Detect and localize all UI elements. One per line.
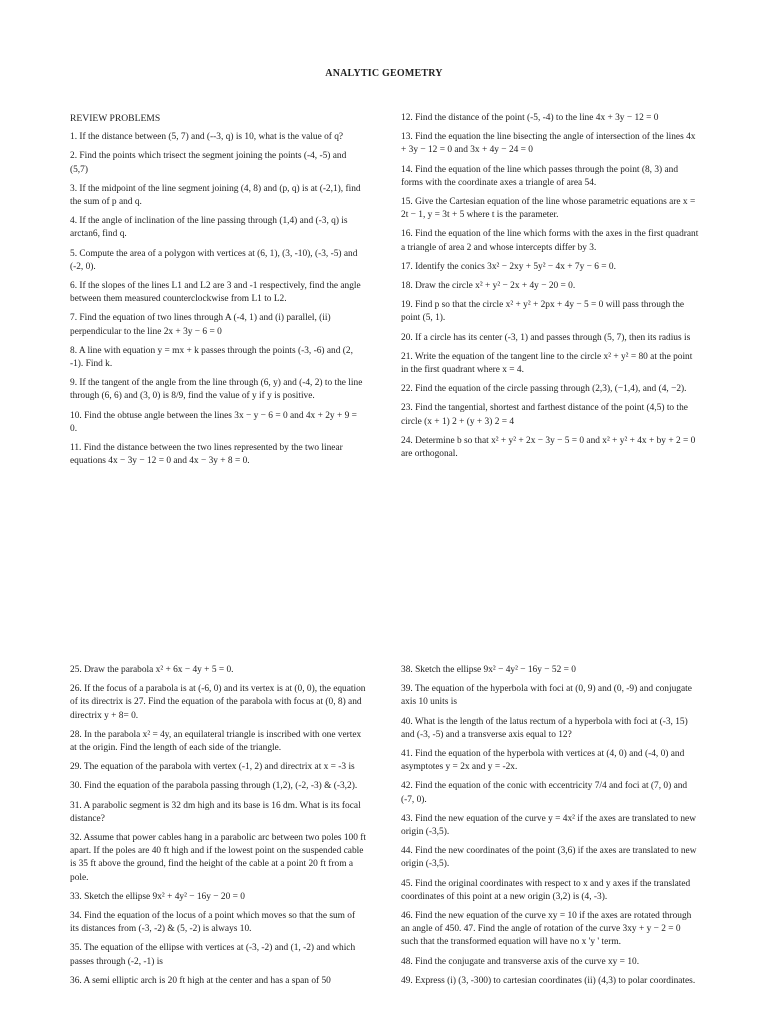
problem-item: 10. Find the obtuse angle between the lines 3x − y − 6 = 0 and 4x + 2y + 9 = 0. (70, 410, 357, 434)
problem-item: 29. The equation of the parabola with vertex (-1, 2) and directrix at x = -3 is (70, 762, 355, 773)
section-heading: REVIEW PROBLEMS (70, 113, 161, 124)
document-title: ANALYTIC GEOMETRY (325, 68, 443, 79)
problem-item: 42. Find the equation of the conic with eccentricity 7/4 and foci at (7, 0) and (-7, 0). (401, 781, 688, 805)
column-right-bottom (401, 664, 699, 994)
problem-item: 3. If the midpoint of the line segment joining (4, 8) and (p, q) is at (-2,1), find the sum of p and q. (70, 183, 361, 208)
problem-item: 33. Sketch the ellipse 9x² + 4y² − 16y − 20 = 0 (70, 891, 245, 902)
column-right-top (401, 112, 699, 467)
problem-item: 43. Find the new equation of the curve y = 4x² if the axes are translated to new origin (-3,5). (401, 813, 696, 838)
problem-item: 1. If the distance between (5, 7) and (--3, q) is 10, what is the value of q? (70, 132, 344, 143)
problem-item: 9. If the tangent of the angle from the line through (6, y) and (-4, 2) to the line through (6, 6) and (3, 0) is 8/9, find the value of y if y is positive. (70, 378, 363, 402)
problem-item: 30. Find the equation of the parabola passing through (1,2), (-2, -3) & (-3,2). (70, 781, 358, 792)
problem-item: 32. Assume that power cables hang in a parabolic arc between two poles 100 ft apart. If the poles are 40 ft high and if the lowest point on the suspended cable is 35 ft above the ground, find the height of the cable at a point 20 ft from a pole. (70, 833, 367, 883)
problem-item: 5. Compute the area of a polygon with vertices at (6, 1), (3, -10), (-3, -5) and (-2, 0). (70, 248, 358, 272)
problem-item: 8. A line with equation y = mx + k passes through the points (-3, -6) and (2, -1). Find k. (70, 345, 353, 370)
problem-item: 21. Write the equation of the tangent line to the circle x² + y² = 80 at the point in the first quadrant where x = 4. (401, 351, 693, 376)
problem-item: 2. Find the points which trisect the segment joining the points (-4, -5) and (5,7) (70, 151, 347, 175)
problem-item: 25. Draw the parabola x² + 6x − 4y + 5 = 0. (70, 665, 234, 675)
problem-item: 19. Find p so that the circle x² + y² + 2px + 4y − 5 = 0 will pass through the point (5, 1). (401, 300, 685, 324)
problem-item: 26. If the focus of a parabola is at (-6, 0) and its vertex is at (0, 0), the equation of its directrix is 27. Find the equation of the parabola with focus at (0, 8) and directrix y + 8= 0. (70, 684, 366, 721)
column-left-bottom (70, 664, 366, 994)
problem-item: 17. Identify the conics 3x² − 2xy + 5y² − 4x + 7y − 6 = 0. (401, 261, 616, 272)
problem-item: 15. Give the Cartesian equation of the line whose parametric equations are x = 2t − 1, y = 3t + 5 where t is the parameter. (401, 197, 696, 221)
problem-item: 7. Find the equation of two lines through A (-4, 1) and (i) parallel, (ii) perpendicular to the line 2x + 3y − 6 = 0 (70, 313, 331, 337)
problem-item: 12. Find the distance of the point (-5, -4) to the line 4x + 3y − 12 = 0 (401, 113, 659, 123)
problem-item: 20. If a circle has its center (-3, 1) and passes through (5, 7), then its radius is (401, 332, 691, 343)
problem-item: 38. Sketch the ellipse 9x² − 4y² − 16y − 52 = 0 (401, 665, 576, 675)
problem-item: 18. Draw the circle x² + y² − 2x + 4y − 20 = 0. (401, 281, 576, 292)
problem-item: 24. Determine b so that x² + y² + 2x − 3y − 5 = 0 and x² + y² + 4x + by + 2 = 0 are orthogonal. (401, 435, 696, 460)
problem-item: 14. Find the equation of the line which passes through the point (8, 3) and forms with the coordinate axes a triangle of area 54. (401, 164, 679, 188)
problem-item: 4. If the angle of inclination of the line passing through (1,4) and (-3, q) is arctan6, find q. (70, 216, 348, 240)
problem-item: 13. Find the equation the line bisecting the angle of intersection of the lines 4x + 3y − 12 = 0 and 3x + 4y − 24 = 0 (401, 132, 696, 156)
problem-item: 44. Find the new coordinates of the point (3,6) if the axes are translated to new origin (-3,5). (401, 846, 697, 870)
column-left-top (70, 112, 366, 474)
problem-item: 41. Find the equation of the hyperbola with vertices at (4, 0) and (-4, 0) and asymptotes y = 2x and y = -2x. (401, 749, 685, 773)
problem-item: 48. Find the conjugate and transverse axis of the curve xy = 10. (401, 956, 640, 967)
problem-item: 35. The equation of the ellipse with vertices at (-3, -2) and (1, -2) and which passes through (-2, -1) is (70, 943, 356, 967)
problem-item: 39. The equation of the hyperbola with foci at (0, 9) and (0, -9) and conjugate axis 10 units is (401, 684, 692, 708)
problem-item: 49. Express (i) (3, -300) to cartesian coordinates (ii) (4,3) to polar coordinates. (401, 975, 696, 986)
problem-item: 31. A parabolic segment is 32 dm high and its base is 16 dm. What is its focal distance? (70, 800, 361, 824)
problem-item: 16. Find the equation of the line which forms with the axes in the first quadrant a triangle of area 2 and whose intercepts differ by 3. (401, 229, 699, 253)
problem-item: 11. Find the distance between the two lines represented by the two linear equations 4x − 3y − 12 = 0 and 4x − 3y + 8 = 0. (70, 443, 343, 467)
problem-item: 36. A semi elliptic arch is 20 ft high at the center and has a span of 50 (70, 975, 331, 986)
problem-item: 28. In the parabola x² = 4y, an equilateral triangle is inscribed with one vertex at the origin. Find the length of each side of the triangle. (70, 729, 362, 754)
problem-item: 34. Find the equation of the locus of a point which moves so that the sum of its distances from (-3, -2) & (5, -2) is always 10. (70, 911, 356, 935)
problem-item: 40. What is the length of the latus rectum of a hyperbola with foci at (-3, 15) and (-3, -5) and a transverse axis equal to 12? (401, 716, 688, 740)
problem-item: 6. If the slopes of the lines L1 and L2 are 3 and -1 respectively, find the angle between them measured counterclockwise from L1 to L2. (70, 281, 361, 305)
problem-item: 22. Find the equation of the circle passing through (2,3), (−1,4), and (4, −2). (401, 384, 687, 395)
problem-item: 23. Find the tangential, shortest and farthest distance of the point (4,5) to the circle (x + 1) 2 + (y + 3) 2 = 4 (401, 403, 688, 427)
problem-item: 45. Find the original coordinates with respect to x and y axes if the translated coordinates of this point at a new origin (3,2) is (4, -3). (401, 878, 691, 902)
problem-item: 46. Find the new equation of the curve xy = 10 if the axes are rotated through an angle of 450. 47. Find the angle of rotation of the curve 3xy + y − 2 = 0 such that the transformed equation will have no x 'y ' term. (401, 911, 692, 948)
